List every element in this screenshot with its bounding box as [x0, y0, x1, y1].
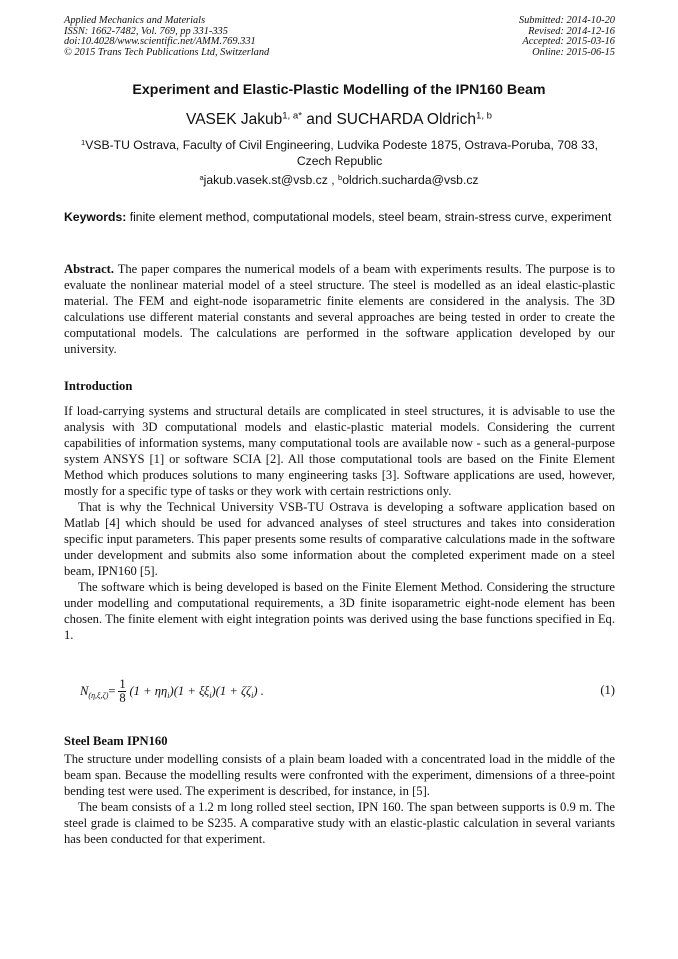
abstract-text: The paper compares the numerical models of a beam with experiments results. The purpose is to evaluate the nonlinear material model of a steel structure. The steel is modelled as an ideal elastic-plastic material. The FEM and eight-node isoparametric finite elements are considered in the analysis. The 3D calculations use different material constants and several approaches are being tested in order to create the computational models. The calculations are performed in the software application developed by our university. — [64, 262, 615, 356]
eq-fraction — [118, 678, 126, 705]
keywords — [64, 209, 615, 225]
email-a-marker: a — [199, 172, 204, 182]
eq-term-1: (1 + ηη — [129, 684, 168, 698]
eq-sub-3: i — [251, 691, 254, 700]
keywords-text: finite element method, computational models, steel beam, strain-stress curve, experiment — [126, 210, 612, 224]
author-2-marker: 1, b — [475, 110, 492, 122]
eq-term-2: )(1 + ξξ — [169, 684, 210, 698]
eq-equals: = — [108, 684, 116, 698]
date-online: Online: 2015-06-15 — [532, 46, 615, 58]
journal-copyright: © 2015 Trans Tech Publications Ltd, Switzerland — [64, 46, 270, 58]
email-b-marker: b — [337, 172, 343, 182]
section-heading-introduction: Introduction — [64, 379, 133, 393]
eq-term-3: )(1 + ζζ — [211, 684, 252, 698]
equation-expression — [80, 678, 264, 705]
author-line — [0, 111, 678, 129]
introduction-body — [64, 403, 615, 643]
eq-numerator: 1 — [119, 677, 126, 691]
header-right — [519, 16, 615, 58]
paper-title: Experiment and Elastic-Plastic Modelling of the IPN160 Beam — [132, 82, 546, 98]
keywords-label: Keywords: — [64, 210, 127, 224]
date-revised: Revised: 2014-12-16 — [528, 25, 615, 37]
email-b[interactable]: oldrich.sucharda@vsb.cz — [342, 173, 479, 187]
author-emails — [0, 173, 678, 187]
author-separator: and — [301, 111, 337, 128]
affiliation-marker: 1 — [80, 137, 86, 147]
affiliation — [64, 137, 615, 169]
journal-doi: doi:10.4028/www.scientific.net/AMM.769.331 — [64, 36, 256, 48]
paragraph: If load-carrying systems and structural details are complicated in steel structures, it is advisable to use the analysis with 3D computational models and elastic-plastic material models. Considering the current capabilities of information systems, many computational tools are available now - such as a general-purpose system ANSYS [1] or software SCIA [2]. All those computational tools are based on the Finite Element Method which produces solutions to many engineering tasks [3]. Software applications are used, however, mostly for a specific type of tasks or they work with certain restrictions only. — [64, 404, 615, 498]
email-a[interactable]: jakub.vasek.st@vsb.cz — [203, 173, 328, 187]
paragraph: The structure under modelling consists of a plain beam loaded with a concentrated load in the middle of the beam span. Because the modelling results were confronted with the experiment, dimensions of a three-point bending test were used. The experiment is described, for instance, in [5]. — [64, 752, 615, 798]
eq-lhs: N — [80, 684, 89, 698]
paragraph: That is why the Technical University VSB-TU Ostrava is developing a software application based on Matlab [4] which should be used for advanced analyses of steel structures and takes into consideration specific input parameters. This paper presents some results of comparative calculations made in the software under development and submits also some information about the completed experiment made on a steel beam, IPN160 [5]. — [64, 500, 615, 578]
paragraph: The beam consists of a 1.2 m long rolled steel section, IPN 160. The span between supports is 0.9 m. The steel grade is claimed to be S235. A comparative study with an elastic-plastic calculation in several variants has been conducted for that experiment. — [64, 800, 615, 846]
journal-issn: ISSN: 1662-7482, Vol. 769, pp 331-335 — [64, 25, 228, 37]
paragraph: The software which is being developed is based on the Finite Element Method. Considering the structure under modelling and computational requirements, a 3D finite isoparametric eight-node element has been chosen. The finite element with eight integration points was derived using the base functions specified in Eq. 1. — [64, 580, 615, 642]
section-heading-steel-beam: Steel Beam IPN160 — [64, 734, 168, 748]
eq-sub-1: i — [167, 691, 170, 700]
eq-term-4: ) . — [253, 684, 264, 698]
affiliation-text: VSB-TU Ostrava, Faculty of Civil Engineering, Ludvika Podeste 1875, Ostrava-Poruba, 708 33, Czech Republic — [85, 138, 598, 168]
equation-1 — [64, 675, 615, 711]
abstract-label: Abstract. — [64, 262, 115, 276]
journal-name: Applied Mechanics and Materials — [64, 15, 206, 26]
author-2: SUCHARDA Oldrich — [336, 111, 476, 128]
email-separator: , — [327, 173, 338, 187]
equation-number: (1) — [600, 683, 615, 697]
abstract — [64, 261, 615, 357]
header-left — [64, 16, 269, 58]
author-1: VASEK Jakub — [186, 111, 283, 128]
author-1-marker: 1, a* — [282, 110, 302, 122]
eq-lhs-subscript: (η,ξ,ζ) — [88, 691, 109, 700]
steel-beam-body — [64, 751, 615, 847]
date-accepted: Accepted: 2015-03-16 — [522, 36, 615, 48]
date-submitted: Submitted: 2014-10-20 — [518, 15, 615, 26]
eq-denominator: 8 — [119, 691, 126, 705]
eq-sub-2: i — [209, 691, 212, 700]
